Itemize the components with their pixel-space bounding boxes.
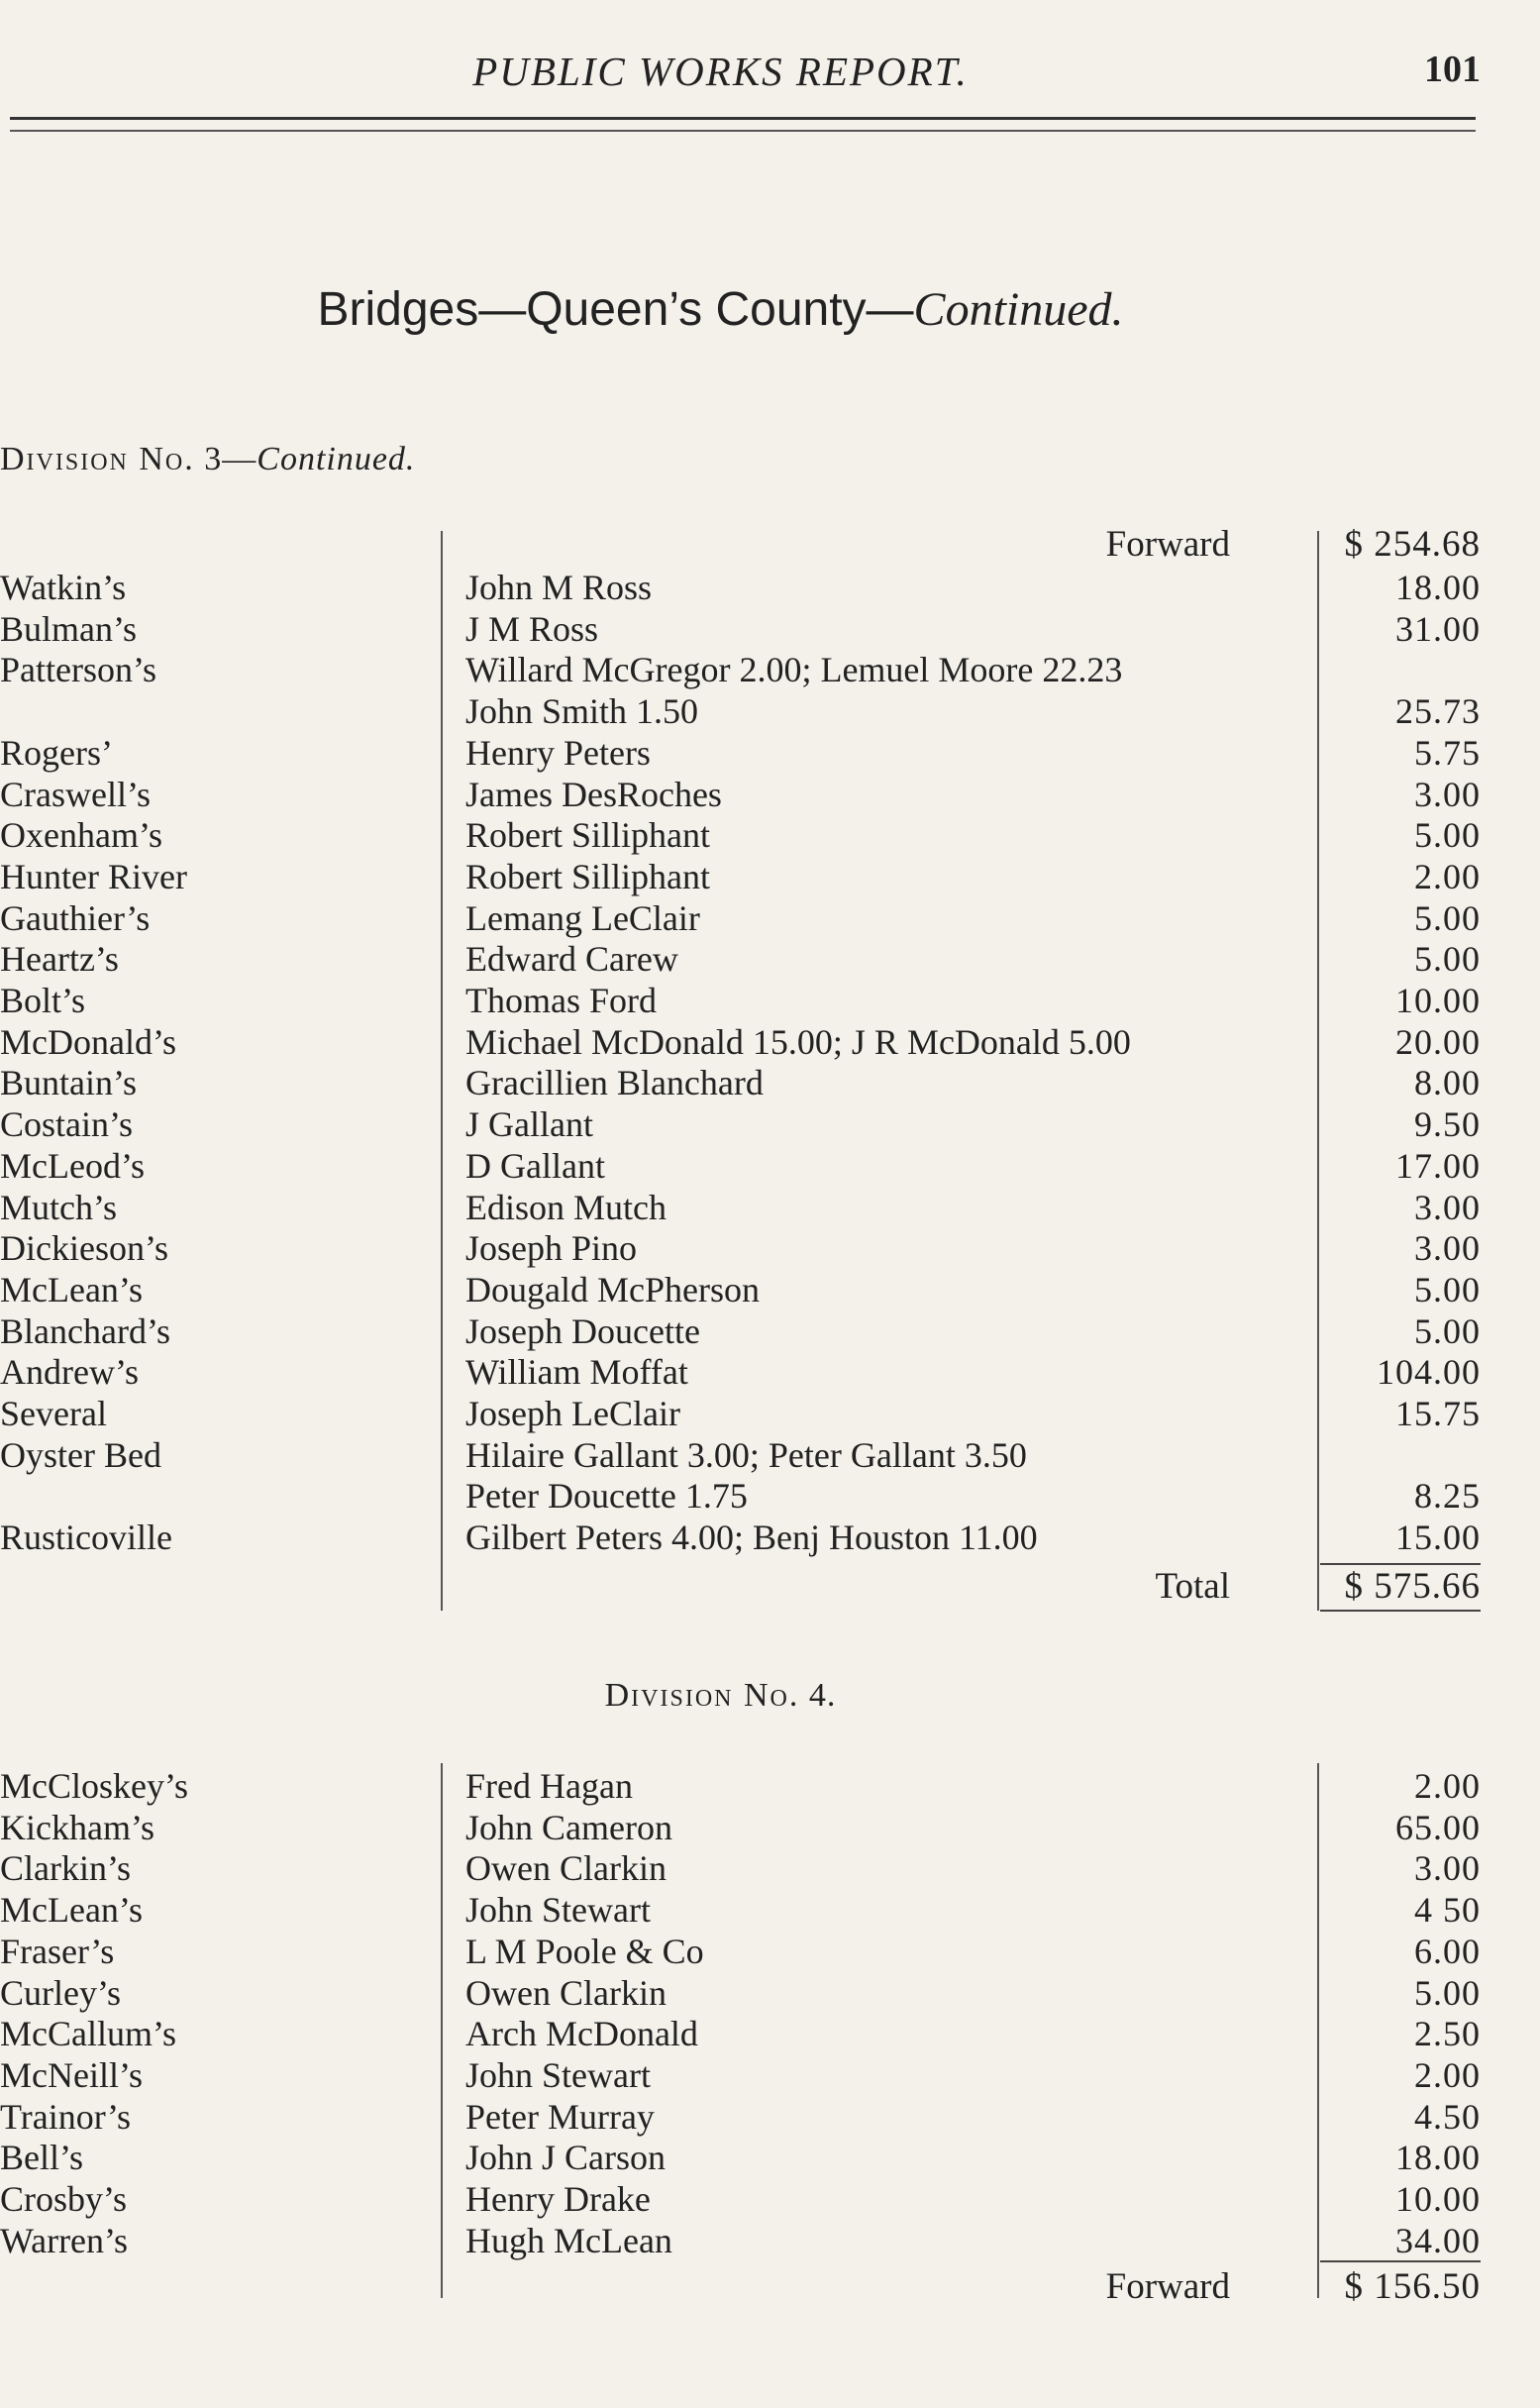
payee-name: Lemang LeClair xyxy=(465,897,700,938)
amount: 3.00 xyxy=(1414,1228,1481,1269)
payee-name: Gracillien Blanchard xyxy=(465,1063,764,1103)
bridge-name: Oxenham’s xyxy=(0,815,162,856)
table-row xyxy=(0,1393,1540,1434)
table-row xyxy=(0,1103,1540,1145)
bridge-name: Andrew’s xyxy=(0,1352,139,1393)
payee-name: J M Ross xyxy=(465,608,599,649)
payee-name: Hugh McLean xyxy=(465,2220,672,2260)
bridge-name: Fraser’s xyxy=(0,1931,115,1971)
payee-name: John Stewart xyxy=(465,1890,651,1931)
payee-name: Willard McGregor 2.00; Lemuel Moore 22.23 xyxy=(465,650,1123,690)
table-row xyxy=(0,897,1540,939)
payee-name: John Cameron xyxy=(465,1807,672,1847)
section-title-continued: Continued. xyxy=(913,283,1124,336)
payee-name: Edison Mutch xyxy=(465,1187,667,1227)
payee-name: Arch McDonald xyxy=(465,2014,698,2054)
bridge-name: McCallum’s xyxy=(0,2014,176,2054)
table-row xyxy=(0,2096,1540,2138)
bridge-name: Gauthier’s xyxy=(0,897,151,938)
amount: 20.00 xyxy=(1395,1021,1481,1062)
bridge-name: McDonald’s xyxy=(0,1021,176,1062)
table-row xyxy=(0,856,1540,897)
bridge-name: Watkin’s xyxy=(0,568,127,607)
table-row xyxy=(0,1021,1540,1063)
payee-name: D Gallant xyxy=(465,1145,605,1186)
amount: 5.75 xyxy=(1414,732,1481,773)
payee-name: Robert Silliphant xyxy=(465,856,710,896)
table-row xyxy=(0,2013,1540,2054)
amount: 5.00 xyxy=(1414,1310,1481,1351)
forward-rule xyxy=(1320,2260,1481,2262)
table-row xyxy=(0,1807,1540,1848)
amount: 31.00 xyxy=(1395,608,1481,649)
total-underline xyxy=(1320,1610,1481,1612)
amount: 18.00 xyxy=(1395,568,1481,607)
payee-name: Thomas Ford xyxy=(465,981,657,1020)
amount: 15.00 xyxy=(1395,1518,1481,1558)
amount: 65.00 xyxy=(1395,1807,1481,1847)
amount: 104.00 xyxy=(1377,1352,1481,1393)
bridge-name: Dickieson’s xyxy=(0,1228,168,1269)
table-row xyxy=(0,1931,1540,1972)
amount: 4.50 xyxy=(1414,2096,1481,2137)
bridge-name: Clarkin’s xyxy=(0,1848,131,1889)
payee-name: William Moffat xyxy=(465,1352,688,1393)
bridge-name: McLean’s xyxy=(0,1890,143,1931)
division-continued: Continued. xyxy=(257,441,416,477)
table-row xyxy=(0,649,1540,690)
table-row xyxy=(0,1269,1540,1310)
table-row xyxy=(0,2137,1540,2178)
payee-name: Hilaire Gallant 3.00; Peter Gallant 3.50 xyxy=(465,1434,1027,1475)
amount: 10.00 xyxy=(1395,981,1481,1020)
total-amount: $ 575.66 xyxy=(1344,1566,1481,1607)
bridge-name: McLean’s xyxy=(0,1269,143,1309)
amount: 5.00 xyxy=(1414,897,1481,938)
forward-amount: $ 156.50 xyxy=(1344,2266,1481,2307)
table-row xyxy=(0,608,1540,650)
amount: 5.00 xyxy=(1414,815,1481,856)
amount: 5.00 xyxy=(1414,1269,1481,1309)
section-title-main: Bridges—Queen’s County— xyxy=(317,283,914,336)
payee-name: Joseph Pino xyxy=(465,1228,638,1269)
division-label: Division No. xyxy=(0,441,195,477)
bridge-name: Several xyxy=(0,1394,107,1433)
payee-name: Henry Drake xyxy=(465,2179,651,2219)
table-row xyxy=(0,1517,1540,1558)
bridge-name: Costain’s xyxy=(0,1104,134,1145)
bridge-name: Heartz’s xyxy=(0,939,119,980)
amount: 3.00 xyxy=(1414,1848,1481,1889)
payee-name: Peter Doucette 1.75 xyxy=(465,1476,748,1517)
table-row xyxy=(0,774,1540,815)
payee-name: J Gallant xyxy=(465,1104,593,1145)
table-row xyxy=(0,1475,1540,1517)
header-rule xyxy=(10,117,1476,120)
table-row xyxy=(0,1145,1540,1187)
bridge-name: Curley’s xyxy=(0,1972,121,2013)
bridge-name: Rogers’ xyxy=(0,732,113,773)
payee-name: John Stewart xyxy=(465,2054,651,2095)
total-label: Total xyxy=(1155,1566,1230,1607)
amount: 15.75 xyxy=(1395,1394,1481,1433)
payee-name: Robert Silliphant xyxy=(465,815,710,856)
amount: 3.00 xyxy=(1414,774,1481,814)
bridge-name: Kickham’s xyxy=(0,1807,154,1847)
payee-name: James DesRoches xyxy=(465,774,722,814)
bridge-name: Warren’s xyxy=(0,2220,129,2260)
payee-name: Gilbert Peters 4.00; Benj Houston 11.00 xyxy=(465,1518,1038,1558)
payee-name: Owen Clarkin xyxy=(465,1848,667,1889)
amount: 5.00 xyxy=(1414,1972,1481,2013)
table-row xyxy=(0,732,1540,774)
table-row xyxy=(0,1062,1540,1103)
amount: 2.00 xyxy=(1414,1766,1481,1806)
payee-name: Dougald McPherson xyxy=(465,1269,760,1309)
forward-label: Forward xyxy=(1105,524,1230,565)
table-row xyxy=(0,1434,1540,1476)
bridge-name: Craswell’s xyxy=(0,774,151,814)
division-label: Division No. xyxy=(604,1677,800,1714)
bridge-name: Rusticoville xyxy=(0,1518,172,1558)
amount: 34.00 xyxy=(1395,2220,1481,2260)
division-3-heading xyxy=(0,441,415,478)
header-rule-secondary xyxy=(10,130,1476,132)
table-row xyxy=(0,980,1540,1021)
payee-name: John M Ross xyxy=(465,568,653,607)
bridge-name: Crosby’s xyxy=(0,2179,128,2219)
bridge-name: Trainor’s xyxy=(0,2096,132,2137)
page-number: 101 xyxy=(1424,49,1481,90)
payee-name: Edward Carew xyxy=(465,939,678,980)
payee-name: Joseph LeClair xyxy=(465,1394,680,1433)
payee-name: Henry Peters xyxy=(465,732,651,773)
amount: 2.00 xyxy=(1414,2054,1481,2095)
payee-name: John Smith 1.50 xyxy=(465,691,699,732)
forward-amount: $ 254.68 xyxy=(1344,524,1481,565)
table-row xyxy=(0,1227,1540,1269)
division-number: 3— xyxy=(204,441,257,477)
payee-name: John J Carson xyxy=(465,2138,667,2178)
table-row xyxy=(0,2178,1540,2220)
bridge-name: Blanchard’s xyxy=(0,1310,170,1351)
payee-name: Michael McDonald 15.00; J R McDonald 5.00 xyxy=(465,1021,1131,1062)
amount: 17.00 xyxy=(1395,1145,1481,1186)
amount: 3.00 xyxy=(1414,1187,1481,1227)
bridge-name: Bolt’s xyxy=(0,981,86,1020)
payee-name: L M Poole & Co xyxy=(465,1931,704,1971)
payee-name: Joseph Doucette xyxy=(465,1310,700,1351)
bridge-name: McLeod’s xyxy=(0,1145,145,1186)
table-row xyxy=(0,567,1540,608)
table-row xyxy=(0,1972,1540,2014)
bridge-name: McNeill’s xyxy=(0,2054,143,2095)
bridge-name: Patterson’s xyxy=(0,650,156,690)
amount: 25.73 xyxy=(1395,691,1481,732)
table-row xyxy=(0,814,1540,856)
table-row xyxy=(0,690,1540,732)
table-row xyxy=(0,1310,1540,1352)
bridge-name: Bulman’s xyxy=(0,608,138,649)
table-row xyxy=(0,1847,1540,1889)
payee-name: Fred Hagan xyxy=(465,1766,633,1806)
amount: 5.00 xyxy=(1414,939,1481,980)
amount: 18.00 xyxy=(1395,2138,1481,2178)
running-title: PUBLIC WORKS REPORT. xyxy=(472,49,969,94)
amount: 2.50 xyxy=(1414,2014,1481,2054)
amount: 8.25 xyxy=(1414,1476,1481,1517)
payee-name: Owen Clarkin xyxy=(465,1972,667,2013)
section-title xyxy=(0,282,1441,337)
division-4-heading xyxy=(0,1677,1441,1715)
table-row xyxy=(0,1765,1540,1807)
amount: 10.00 xyxy=(1395,2179,1481,2219)
bridge-name: Bell’s xyxy=(0,2138,84,2178)
table-row xyxy=(0,2054,1540,2096)
table-row xyxy=(0,938,1540,980)
table-row xyxy=(0,1889,1540,1931)
table-row xyxy=(0,2220,1540,2261)
amount: 9.50 xyxy=(1414,1104,1481,1145)
amount: 2.00 xyxy=(1414,856,1481,896)
amount: 6.00 xyxy=(1414,1931,1481,1971)
bridge-name: Hunter River xyxy=(0,856,187,896)
bridge-name: Buntain’s xyxy=(0,1063,138,1103)
division-number: 4. xyxy=(808,1677,837,1714)
payee-name: Peter Murray xyxy=(465,2096,655,2137)
amount: 8.00 xyxy=(1414,1063,1481,1103)
bridge-name: Mutch’s xyxy=(0,1187,118,1227)
bridge-name: Oyster Bed xyxy=(0,1434,161,1475)
table-row xyxy=(0,1351,1540,1393)
forward-label: Forward xyxy=(1105,2266,1230,2307)
bridge-name: McCloskey’s xyxy=(0,1766,189,1806)
amount: 4 50 xyxy=(1414,1890,1481,1931)
table-row xyxy=(0,1187,1540,1228)
